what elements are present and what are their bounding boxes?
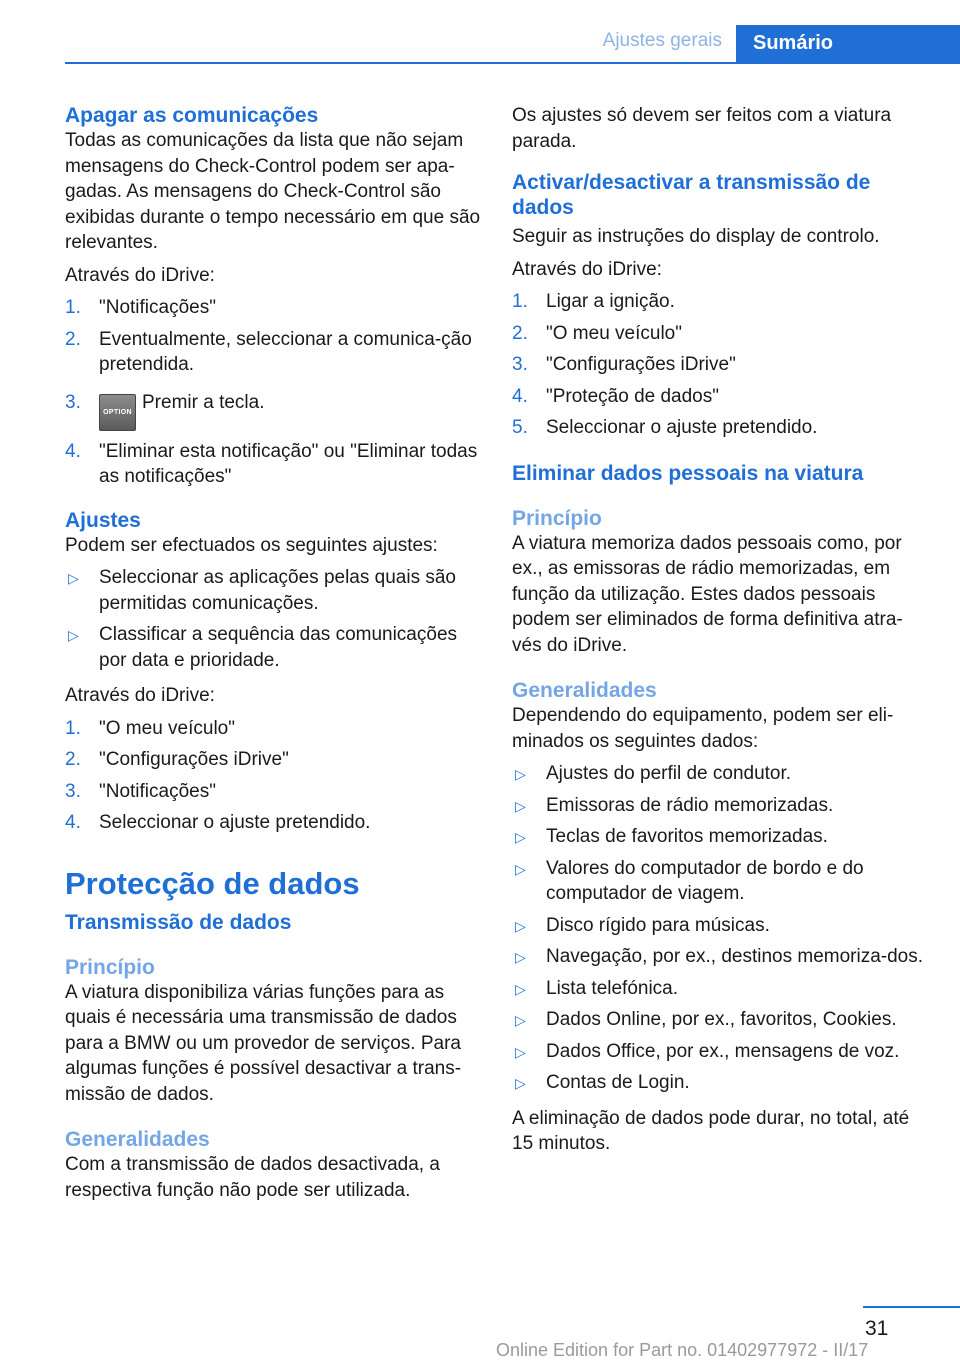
paragraph-activar: Seguir as instruções do display de controlo. (512, 226, 880, 247)
step-text: "Proteção de dados" (546, 385, 719, 407)
list-item (65, 439, 483, 490)
step-text: "Notificações" (99, 780, 216, 802)
step-text: "Configurações iDrive" (546, 354, 736, 375)
paragraph-apagar: Todas as comunicações da lista que não sejam mensagens do Check-Control podem ser apa-gadas. As mensagens do Check-Control são exibidas durante o tempo necessário em que são relevantes. (65, 130, 481, 253)
list-item (512, 856, 930, 907)
list-item (65, 747, 483, 773)
heading-proteccao: Protecção de dados (65, 865, 360, 901)
paragraph-generalidades: Com a transmissão de dados desactivada, a respectiva função não pode ser utilizada. (65, 1154, 440, 1201)
triangle-right-icon: ▷ (515, 829, 526, 845)
bullet-text: Dados Office, por ex., mensagens de voz. (546, 1040, 900, 1062)
heading-activar: Activar/desactivar a transmissão de dados (512, 171, 871, 219)
bullet-text: Classificar a sequência das comunicações por data e prioridade. (99, 624, 458, 671)
steps-activar (512, 289, 930, 441)
list-item (512, 415, 930, 441)
step-text: Seleccionar o ajuste pretendido. (546, 417, 818, 438)
triangle-right-icon: ▷ (68, 627, 79, 643)
list-item (65, 716, 483, 742)
idrive-intro: Através do iDrive: (65, 264, 215, 286)
list-item (65, 295, 483, 321)
paragraph-generalidades: Dependendo do equipamento, podem ser eli-minados os seguintes dados: (512, 705, 894, 752)
step-number: 4. (65, 812, 81, 833)
summary-tab[interactable]: Sumário (736, 25, 960, 63)
list-item (512, 289, 930, 315)
steps-ajustes (65, 716, 483, 836)
step-number: 5. (512, 417, 528, 438)
list-item (512, 913, 930, 939)
bullets-eliminar (512, 761, 930, 1096)
list-item (65, 779, 483, 805)
steps-apagar (65, 295, 483, 490)
triangle-right-icon: ▷ (515, 949, 526, 965)
list-item (512, 976, 930, 1002)
step-text: Ligar a ignição. (546, 291, 675, 312)
idrive-intro: Através do iDrive: (65, 685, 215, 706)
list-item (512, 944, 930, 970)
list-item (512, 352, 930, 378)
step-text: Seleccionar o ajuste pretendido. (99, 812, 371, 833)
list-item (65, 810, 483, 836)
step-text: Eventualmente, seleccionar a comunica-ção pretendida. (99, 328, 472, 375)
heading-eliminar: Eliminar dados pessoais na viatura (512, 461, 864, 485)
step-number: 1. (65, 297, 81, 318)
heading-principio: Princípio (512, 506, 602, 530)
step-text: "O meu veículo" (546, 322, 682, 344)
edition-watermark: Online Edition for Part no. 01402977972 - II/17 (496, 1340, 869, 1360)
list-item (512, 793, 930, 819)
idrive-intro: Através do iDrive: (512, 258, 662, 280)
step-number: 3. (512, 354, 528, 375)
bullet-text: Seleccionar as aplicações pelas quais são permitidas comunicações. (99, 567, 456, 614)
right-column (512, 103, 930, 1164)
bullet-text: Teclas de favoritos memorizadas. (546, 826, 828, 847)
header-rule (65, 62, 960, 64)
page-number: 31 (865, 1317, 889, 1340)
step-text: "Eliminar esta notificação" ou "Eliminar todas as notificações" (99, 440, 478, 487)
heading-apagar: Apagar as comunicações (65, 104, 319, 127)
triangle-right-icon: ▷ (515, 1012, 526, 1028)
list-item (512, 1039, 930, 1065)
option-key-icon: OPTION (99, 394, 136, 431)
paragraph-principio: A viatura memoriza dados pessoais como, por ex., as emissoras de rádio memorizadas, em função da utilização. Estes dados pessoais podem ser eliminados de forma definitiva atra-vés do iDrive. (512, 532, 903, 656)
paragraph-ajustes: Podem ser efectuados os seguintes ajustes: (65, 534, 438, 556)
left-column (65, 103, 483, 1210)
heading-transmissao: Transmissão de dados (65, 910, 292, 934)
heading-ajustes: Ajustes (65, 508, 141, 532)
list-item (512, 761, 930, 787)
list-item (512, 824, 930, 850)
step-text: "O meu veículo" (99, 717, 235, 739)
step-number: 3. (65, 391, 81, 413)
paragraph-intro: Os ajustes só devem ser feitos com a viatura parada. (512, 105, 892, 152)
step-number: 4. (65, 440, 81, 462)
bullet-text: Dados Online, por ex., favoritos, Cookies. (546, 1009, 897, 1030)
step-text: "Notificações" (99, 297, 216, 318)
bullet-text: Valores do computador de bordo e do computador de viagem. (546, 857, 864, 904)
bullet-text: Emissoras de rádio memorizadas. (546, 794, 834, 816)
triangle-right-icon: ▷ (515, 766, 526, 782)
heading-principio: Princípio (65, 955, 155, 979)
bullet-text: Lista telefónica. (546, 977, 679, 999)
step-number: 4. (512, 385, 528, 407)
triangle-right-icon: ▷ (515, 1075, 526, 1091)
heading-generalidades: Generalidades (65, 1128, 210, 1151)
footer-rule (863, 1306, 960, 1308)
step-text: Premir a tecla. (142, 391, 265, 413)
triangle-right-icon: ▷ (515, 797, 526, 814)
header-section-label[interactable]: Ajustes gerais (602, 30, 722, 51)
list-item (512, 321, 930, 347)
bullet-text: Ajustes do perfil de condutor. (546, 763, 792, 784)
list-item (65, 390, 483, 431)
list-item (512, 1070, 930, 1096)
list-item (512, 384, 930, 410)
bullet-text: Navegação, por ex., destinos memoriza-dos. (546, 946, 924, 967)
list-item (65, 565, 483, 616)
triangle-right-icon: ▷ (515, 1043, 526, 1060)
list-item (65, 622, 483, 673)
step-number: 2. (512, 322, 528, 344)
step-number: 2. (65, 749, 81, 770)
step-text: "Configurações iDrive" (99, 749, 289, 770)
bullet-text: Disco rígido para músicas. (546, 914, 770, 936)
bullets-ajustes (65, 565, 483, 673)
triangle-right-icon: ▷ (515, 980, 526, 997)
bullet-text: Contas de Login. (546, 1072, 690, 1093)
step-number: 1. (65, 717, 81, 739)
step-number: 2. (65, 328, 81, 350)
triangle-right-icon: ▷ (68, 570, 79, 586)
list-item (512, 1007, 930, 1033)
paragraph-closing: A eliminação de dados pode durar, no total, até 15 minutos. (512, 1107, 910, 1154)
list-item (65, 327, 483, 378)
triangle-right-icon: ▷ (515, 860, 526, 877)
heading-generalidades: Generalidades (512, 679, 657, 702)
paragraph-principio: A viatura disponibiliza várias funções para as quais é necessária uma transmissão de dados para a BMW ou um provedor de serviços. Para algumas funções é possível desactivar a trans-missão de dados. (65, 981, 462, 1105)
triangle-right-icon: ▷ (515, 917, 526, 934)
step-number: 1. (512, 291, 528, 312)
step-number: 3. (65, 780, 81, 802)
